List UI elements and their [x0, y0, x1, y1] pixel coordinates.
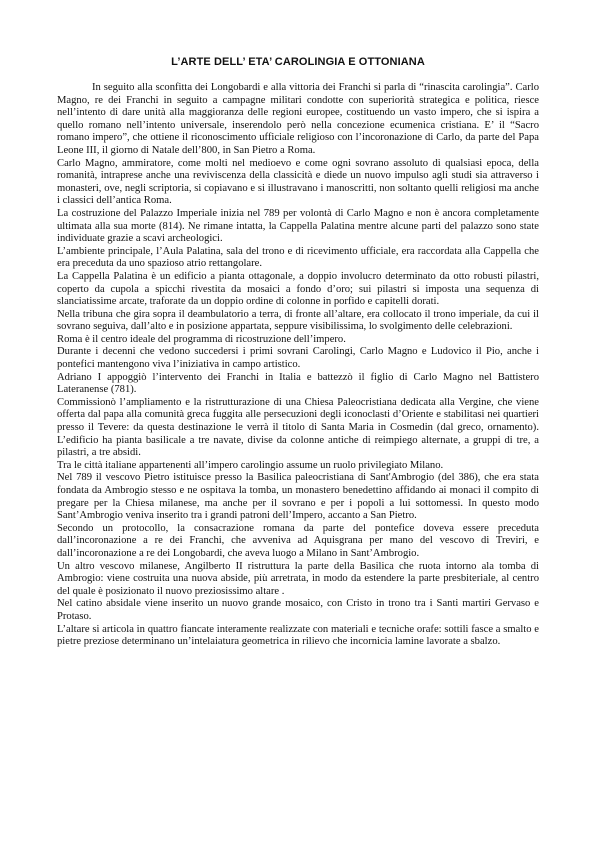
paragraph: L’ambiente principale, l’Aula Palatina, sala del trono e di ricevimento ufficiale, era raccordata alla Cappella che era preceduta da uno spazioso atrio rettangolare. — [57, 245, 539, 270]
document-page — [57, 56, 539, 649]
paragraph: In seguito alla sconfitta dei Longobardi e alla vittoria dei Franchi si parla di “rinascita carolingia”. Carlo Magno, re dei Franchi in seguito a campagne militari condotte con superiorità strategica e politica, riesce nell’intento di dare unità alla maggioranza delle regioni europee, costituendo un vasto impero, che si ispira a quello romano nell’intento universale, inserendolo però nella concezione ecumenica cristiana. E’ il “Sacro romano impero”, che ottiene il riconoscimento ufficiale religioso con l’incoronazione di Carlo, da parte del Papa Leone III, il giorno di Natale dell’800, in San Pietro a Roma. — [57, 82, 539, 156]
paragraph: Un altro vescovo milanese, Angilberto II ristruttura la parte della Basilica che ruota intorno ala tomba di Ambrogio: viene costruita una nuova abside, più arretrata, in modo da estendere la parte presbiteriale, al centro del quale è posizionato il nuovo preziosissimo altare . — [57, 560, 539, 597]
paragraph: Tra le città italiane appartenenti all’impero carolingio assume un ruolo privilegiato Milano. — [57, 459, 444, 471]
paragraph: Nel catino absidale viene inserito un nuovo grande mosaico, con Cristo in trono tra i Santi martiri Gervaso e Protaso. — [57, 598, 539, 622]
paragraph: Nel 789 il vescovo Pietro istituisce presso la Basilica paleocristiana di Sant'Ambrogio (del 386), che era stata fondata da Ambrogio stesso e ne ospitava la tomba, un monastero benedettino affidando ai monaci il compito di pregare per la Chiesa milanese, ma anche per il sovrano e per i popoli a lui sottomessi. In questo modo Sant’Ambrogio veniva inserito tra i grandi patroni dell’Impero, accanto a San Pietro. — [57, 472, 539, 522]
paragraph: Commissionò l’ampliamento e la ristrutturazione di una Chiesa Paleocristiana dedicata alla Vergine, che viene offerta dal papa alla comunità greca fuggita alle persecuzioni degli iconoclasti d’Oriente e stabilitasi nei quartieri presso il Tevere: da questa destinazione le verrà il titolo di Santa Maria in Cosmedin (dal greco, ornamento). L’edificio ha pianta basilicale a tre navate, divise da colonne antiche di reimpiego alternate, a gruppi di tre, a pilastri, a tre absidi. — [57, 396, 539, 459]
paragraph: La Cappella Palatina è un edificio a pianta ottagonale, a doppio involucro determinato da otto robusti pilastri, coperto da cupola a spicchi rivestita da mosaici a fondo d’oro; sui pilastri si imposta una sequenza di slanciatissime arcate, traforate da un doppio ordine di colonne in porfido e capitelli dorati. — [57, 270, 539, 308]
paragraph: La costruzione del Palazzo Imperiale inizia nel 789 per volontà di Carlo Magno e non è ancora completamente ultimata alla sua morte (814). Ne rimane intatta, la Cappella Palatina mentre alcune parti del palazzo sono state individuate grazie a scavi archeologici. — [57, 207, 539, 245]
paragraph: Nella tribuna che gira sopra il deambulatorio a terra, di fronte all’altare, era collocato il trono imperiale, da cui il sovrano seguiva, dall’alto e in posizione appartata, seppure visibilissima, lo svolgimento delle celebrazioni. — [57, 308, 539, 333]
paragraph: Durante i decenni che vedono succedersi i primi sovrani Carolingi, Carlo Magno e Ludovico il Pio, anche i pontefici mantengono viva l’iniziativa in campo artistico. — [57, 346, 539, 371]
paragraph: Adriano I appoggiò l’intervento dei Franchi in Italia e battezzò il figlio di Carlo Magno nel Battistero Lateranense (781). — [57, 371, 539, 396]
paragraph: Roma è il centro ideale del programma di ricostruzione dell’impero. — [57, 333, 346, 345]
document-title: L’ARTE DELL’ ETA’ CAROLINGIA E OTTONIANA — [171, 56, 425, 68]
paragraph: Carlo Magno, ammiratore, come molti nel medioevo e come ogni sovrano assoluto di qualsiasi epoca, della romanità, intraprese anche una reviviscenza della classicità e diede un nuovo impulso agli studi sia attraverso i monasteri, ove, negli scriptoria, si copiavano e si illustravano i manoscritti, non soltanto quelli religiosi ma anche i classici dell’antica Roma. — [57, 157, 539, 207]
paragraph: Secondo un protocollo, la consacrazione romana da parte del pontefice doveva essere preceduta dall’incoronazione a re dei Franchi, che avveniva ad Aquisgrana per mano del vescovo di Treviri, e dall’incoronazione a re dei Longobardi, che aveva luogo a Milano in Sant’Ambrogio. — [57, 522, 539, 559]
paragraph: L’altare si articola in quattro fiancate interamente realizzate con materiali e tecniche orafe: sottili fasce a smalto e pietre preziose determinano un’intelaiatura geometrica in rilievo che incornicia lamine lavorate a sbalzo. — [57, 623, 539, 648]
